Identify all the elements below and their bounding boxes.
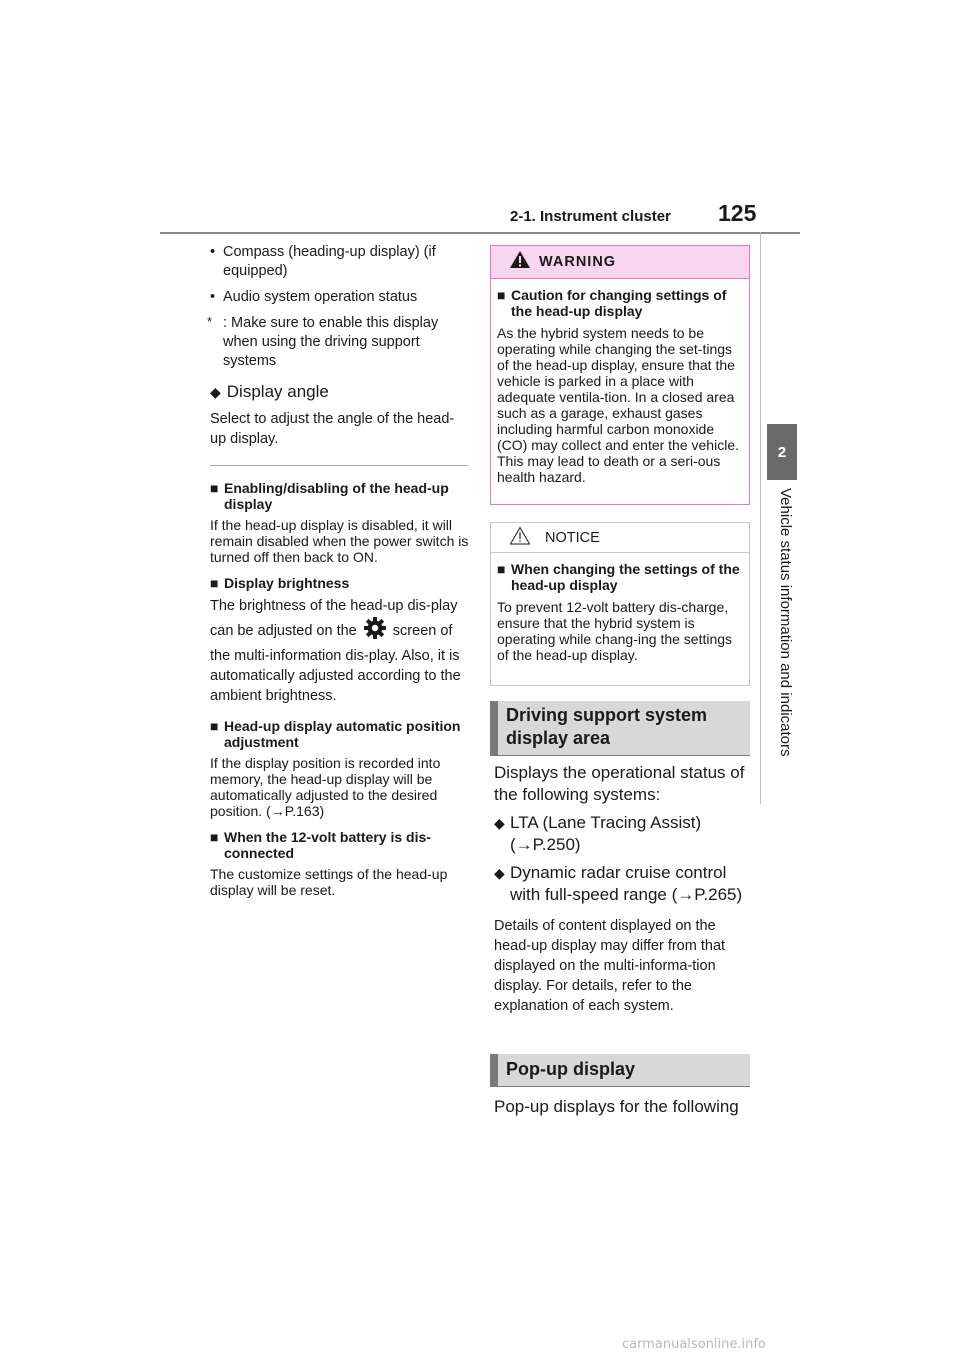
diamond-bullet: ◆ [494, 865, 505, 881]
square-bullet: ■ [497, 561, 506, 577]
note-title: Enabling/disabling of the head-up display [224, 480, 449, 512]
note-text: If the display position is recorded into memory, the head-up display will be automatically adjusted to the desired position. (→P.163) [210, 755, 441, 819]
popup-heading: Pop-up display [506, 1059, 636, 1079]
popup-heading-box [490, 1054, 750, 1087]
note-heading [210, 575, 470, 591]
notice-label: NOTICE [545, 529, 600, 546]
warning-box [490, 245, 750, 505]
footnote-marker: * [207, 314, 213, 329]
driving-support-content [494, 762, 754, 1016]
note-title: Head-up display automatic position adjustment [224, 718, 461, 750]
divider [210, 465, 468, 466]
driving-support-intro: Displays the operational status of the following systems: [494, 763, 745, 804]
header-rule [160, 232, 800, 234]
chapter-number: 2 [767, 424, 797, 480]
driving-support-heading-box [490, 701, 750, 756]
driving-support-heading: Driving support system display area [506, 705, 708, 748]
note-text [210, 596, 470, 706]
notice-heading [497, 561, 743, 593]
chapter-title: Vehicle status information and indicators [777, 488, 794, 757]
note-heading [210, 718, 470, 750]
square-bullet: ■ [210, 575, 219, 591]
list-item [494, 862, 754, 906]
notice-title: When changing the settings of the head-up display [511, 561, 740, 593]
notice-text: To prevent 12-volt battery dis-charge, ensure that the hybrid system is operating while chang-ing the settings of the head-up display. [497, 599, 733, 663]
footnote-text: : Make sure to enable this display when using the driving support systems [223, 315, 439, 369]
chapter-tab [770, 488, 800, 804]
warning-body [491, 279, 749, 485]
footnote [207, 314, 470, 371]
warning-label: WARNING [539, 254, 617, 270]
display-angle-heading [210, 381, 470, 403]
display-angle-text: Select to adjust the angle of the head-up display. [210, 411, 455, 447]
note-text-before-icon: The brightness of the head-up dis-play can be adjusted on the [210, 598, 458, 639]
page-number: 125 [718, 200, 757, 226]
list-item [210, 243, 470, 281]
footer-watermark: carmanualsonline.info [622, 1337, 766, 1352]
list-item-text: Dynamic radar cruise control with full-speed range (→P.265) [510, 863, 743, 904]
list-item [494, 812, 754, 856]
note-title: Display brightness [224, 575, 350, 591]
warning-text: As the hybrid system needs to be operating while changing the set-tings of the head-up display, ensure that the vehicle is parked in a place with adequate ventila-tion. In a closed area such as a garage, exhaust gases including harmful carbon monoxide (CO) may collect and enter the vehicle. This may lead to death or a seri-ous health hazard. [497, 325, 739, 485]
warning-heading [497, 287, 743, 319]
note-text: If the head-up display is disabled, it will remain disabled when the power switch is turned off then back to ON. [210, 517, 469, 565]
notice-body [491, 553, 749, 663]
bullet-marker: • [210, 244, 216, 260]
note-title: When the 12-volt battery is dis-connected [224, 829, 431, 861]
left-column [207, 243, 470, 898]
popup-text: Pop-up displays for the following [494, 1097, 739, 1116]
list-item-text: Audio system operation status [223, 289, 418, 305]
square-bullet: ■ [497, 287, 506, 303]
section-title: 2-1. Instrument cluster [510, 208, 671, 225]
note-heading [210, 829, 470, 861]
display-angle-title: Display angle [226, 382, 329, 401]
gear-icon [363, 616, 387, 646]
note-heading [210, 480, 470, 512]
square-bullet: ■ [210, 480, 219, 496]
bullet-marker: • [210, 289, 216, 305]
note-text-after-icon: screen of the multi-information dis-play. Also, it is automatically adjusted according to the ambient brightness. [210, 622, 461, 704]
warning-title: Caution for changing settings of the head-up display [511, 287, 727, 319]
square-bullet: ■ [210, 718, 219, 734]
list-item-text: LTA (Lane Tracing Assist) (→P.250) [510, 813, 702, 854]
list-item-text: Compass (heading-up display) (if equipped) [223, 244, 436, 279]
list-item [210, 288, 470, 307]
side-rule [760, 232, 761, 804]
square-bullet: ■ [210, 829, 219, 845]
notice-header [491, 523, 749, 553]
warning-triangle-icon [509, 250, 531, 274]
diamond-bullet: ◆ [494, 815, 505, 831]
driving-support-details: Details of content displayed on the head-up display may differ from that displayed on the multi-informa-tion display. For details, refer to the explanation of each system. [494, 918, 726, 1014]
notice-box [490, 522, 750, 686]
note-text: The customize settings of the head-up display will be reset. [210, 866, 448, 898]
warning-header [491, 246, 749, 279]
diamond-bullet: ◆ [210, 384, 221, 400]
notice-triangle-icon [509, 526, 531, 550]
